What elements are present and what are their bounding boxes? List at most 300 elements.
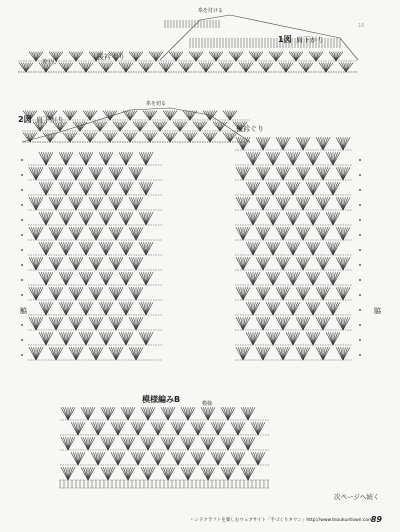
fan-stitch [41, 182, 46, 195]
fan-stitch [308, 272, 313, 285]
fan-stitch [71, 52, 76, 61]
fig1-back-neck-label: 後衿ぐり [97, 53, 125, 61]
fan-stitch [66, 272, 71, 285]
fan-stitch [61, 272, 66, 285]
fan-stitch [66, 182, 71, 195]
edge-marker [21, 204, 23, 206]
fan-stitch [41, 302, 46, 315]
fan-stitch [298, 197, 303, 210]
fan-stitch [243, 167, 248, 180]
fan-stitch [303, 257, 308, 270]
fan-stitch [116, 317, 121, 330]
fan-stitch [46, 332, 51, 345]
fan-stitch [111, 317, 116, 330]
fan-stitch [343, 137, 348, 150]
fan-stitch [175, 122, 180, 131]
fan-stitch [126, 272, 131, 285]
fan-stitch [271, 52, 276, 61]
fan-stitch [243, 227, 248, 240]
edge-marker [359, 234, 361, 236]
fan-stitch [145, 111, 150, 120]
fan-stitch [328, 152, 333, 165]
fan-stitch [268, 272, 273, 285]
fan-stitch [56, 227, 61, 240]
fan-stitch [313, 212, 318, 225]
fan-stitch [318, 257, 323, 270]
fan-stitch [338, 287, 343, 300]
fan-stitch [338, 197, 343, 210]
fan-stitch [238, 317, 243, 330]
fan-stitch [308, 182, 313, 195]
fan-stitch [243, 197, 248, 210]
fan-stitch [273, 272, 278, 285]
fan-stitch [136, 197, 141, 210]
fan-stitch [123, 407, 128, 420]
fan-stitch [208, 407, 213, 420]
fan-stitch [88, 407, 93, 420]
fan-stitch [56, 287, 61, 300]
fan-stitch [131, 52, 136, 61]
fan-stitch [278, 317, 283, 330]
fan-stitch [318, 317, 323, 330]
fan-stitch [283, 347, 288, 360]
fan-stitch [201, 63, 206, 72]
fan-stitch [253, 422, 258, 435]
fan-stitch [46, 212, 51, 225]
fan-stitch [41, 152, 46, 165]
fan-stitch [263, 257, 268, 270]
fan-stitch [323, 347, 328, 360]
fan-stitch [268, 302, 273, 315]
fan-stitch [106, 152, 111, 165]
fan-stitch [298, 167, 303, 180]
fan-stitch [331, 52, 336, 61]
fan-stitch [148, 437, 153, 450]
fan-stitch [268, 242, 273, 255]
fan-stitch [105, 133, 110, 142]
fan-stitch [36, 317, 41, 330]
fan-stitch [86, 332, 91, 345]
fan-stitch [248, 272, 253, 285]
fan-stitch [281, 63, 286, 72]
fan-stitch [278, 347, 283, 360]
fan-stitch [128, 407, 133, 420]
fan-stitch [143, 437, 148, 450]
fan-stitch [93, 422, 98, 435]
fan-stitch [96, 287, 101, 300]
fan-stitch [31, 197, 36, 210]
edge-marker [21, 294, 23, 296]
fan-stitch [73, 422, 78, 435]
fan-stitch [126, 242, 131, 255]
fan-stitch [31, 347, 36, 360]
fan-stitch [228, 407, 233, 420]
fan-stitch [51, 197, 56, 210]
fan-stitch [303, 197, 308, 210]
fan-stitch [73, 452, 78, 465]
fan-stitch [76, 257, 81, 270]
fan-stitch [298, 317, 303, 330]
fan-stitch [83, 437, 88, 450]
fan-stitch [163, 437, 168, 450]
fan-stitch [91, 317, 96, 330]
fan-stitch [76, 347, 81, 360]
fan-stitch [51, 317, 56, 330]
fan-stitch [188, 407, 193, 420]
fan-stitch [263, 287, 268, 300]
fan-stitch [313, 272, 318, 285]
fan-stitch [76, 167, 81, 180]
fan-stitch [248, 152, 253, 165]
fan-stitch [86, 182, 91, 195]
edge-marker [359, 354, 361, 356]
fan-stitch [258, 257, 263, 270]
fan-stitch [116, 287, 121, 300]
fan-stitch [298, 227, 303, 240]
fan-stitch [61, 63, 66, 72]
fan-stitch [338, 137, 343, 150]
fan-stitch [183, 437, 188, 450]
fan-stitch [225, 133, 230, 142]
fan-stitch [65, 133, 70, 142]
fan-stitch [273, 212, 278, 225]
fan-stitch [96, 317, 101, 330]
fan-stitch [248, 242, 253, 255]
fan-stitch [116, 257, 121, 270]
fan-stitch [218, 422, 223, 435]
fan-stitch [308, 242, 313, 255]
fan-stitch [258, 227, 263, 240]
fan-stitch [143, 467, 148, 480]
fan-stitch [161, 63, 166, 72]
fan-stitch [268, 212, 273, 225]
fan-stitch [308, 302, 313, 315]
fan-stitch [311, 52, 316, 61]
fan-stitch [141, 332, 146, 345]
fan-stitch [106, 302, 111, 315]
fan-stitch [193, 452, 198, 465]
fan-stitch [158, 422, 163, 435]
fan-stitch [303, 347, 308, 360]
fan-stitch [146, 332, 151, 345]
fan-stitch [243, 347, 248, 360]
fan-stitch [343, 287, 348, 300]
fan-stitch [243, 257, 248, 270]
fan-stitch [243, 437, 248, 450]
fan-stitch [61, 152, 66, 165]
fan-stitch [101, 242, 106, 255]
fan-stitch [106, 212, 111, 225]
fan-stitch [121, 63, 126, 72]
edge-marker [21, 279, 23, 281]
fan-stitch [238, 257, 243, 270]
fan-stitch [126, 152, 131, 165]
fan-stitch [338, 167, 343, 180]
fan-stitch [141, 212, 146, 225]
fan-stitch [263, 197, 268, 210]
fan-stitch [126, 332, 131, 345]
edge-marker [21, 339, 23, 341]
fan-stitch [121, 182, 126, 195]
edge-marker [21, 249, 23, 251]
page-number: 89 [370, 515, 382, 524]
fan-stitch [76, 197, 81, 210]
fan-stitch [263, 137, 268, 150]
fan-stitch [323, 227, 328, 240]
fan-stitch [258, 167, 263, 180]
fan-stitch [36, 167, 41, 180]
fan-stitch [81, 302, 86, 315]
fan-stitch [91, 287, 96, 300]
fan-stitch [253, 152, 258, 165]
fan-stitch [141, 302, 146, 315]
fan-stitch [338, 227, 343, 240]
fan-stitch [273, 182, 278, 195]
fan-stitch [321, 63, 326, 72]
fan-stitch [248, 212, 253, 225]
fan-stitch [293, 212, 298, 225]
fan-stitch [63, 467, 68, 480]
fan-stitch [298, 347, 303, 360]
fan-stitch [253, 242, 258, 255]
fan-stitch [71, 167, 76, 180]
fan-stitch [168, 407, 173, 420]
fan-stitch [328, 272, 333, 285]
fan-stitch [343, 167, 348, 180]
fan-stitch [323, 257, 328, 270]
fan-stitch [268, 332, 273, 345]
fan-stitch [56, 317, 61, 330]
fan-stitch [68, 437, 73, 450]
fan-stitch [46, 242, 51, 255]
fan-stitch [243, 287, 248, 300]
fan-stitch [115, 122, 120, 131]
fan-stitch [31, 227, 36, 240]
fan-stitch [46, 152, 51, 165]
fan-stitch [328, 332, 333, 345]
fan-stitch [205, 133, 210, 142]
fan-stitch [106, 242, 111, 255]
fan-stitch [86, 302, 91, 315]
fan-stitch [86, 212, 91, 225]
fan-stitch [278, 197, 283, 210]
fan-stitch [71, 257, 76, 270]
fan-stitch [198, 452, 203, 465]
fan-stitch [146, 152, 151, 165]
fan-stitch [228, 467, 233, 480]
fan-stitch [116, 167, 121, 180]
fan-stitch [66, 242, 71, 255]
fan-stitch [51, 227, 56, 240]
edge-marker [21, 234, 23, 236]
fan-stitch [66, 332, 71, 345]
fan-stitch [56, 347, 61, 360]
fan-stitch [36, 227, 41, 240]
fan-stitch [165, 111, 170, 120]
fan-stitch [343, 317, 348, 330]
fan-stitch [31, 317, 36, 330]
fan-stitch [248, 182, 253, 195]
fan-stitch [258, 137, 263, 150]
edge-marker [359, 339, 361, 341]
fan-stitch [51, 167, 56, 180]
edge-marker [359, 264, 361, 266]
fan-stitch [283, 287, 288, 300]
fan-stitch [278, 227, 283, 240]
fan-stitch [238, 347, 243, 360]
fan-stitch [148, 467, 153, 480]
fan-stitch [96, 167, 101, 180]
fan-stitch [303, 167, 308, 180]
fan-stitch [126, 212, 131, 225]
fan-stitch [56, 167, 61, 180]
fan-stitch [121, 212, 126, 225]
fan-stitch [278, 137, 283, 150]
fan-stitch [228, 437, 233, 450]
fig2-subtitle: 肩下がり [36, 116, 64, 124]
fan-stitch [118, 452, 123, 465]
fan-stitch [343, 197, 348, 210]
fan-stitch [46, 272, 51, 285]
fan-stitch [65, 111, 70, 120]
fan-stitch [208, 437, 213, 450]
fan-stitch [121, 152, 126, 165]
fan-stitch [76, 227, 81, 240]
edge-marker [359, 279, 361, 281]
fan-stitch [263, 227, 268, 240]
fan-stitch [51, 257, 56, 270]
fan-stitch [183, 407, 188, 420]
fan-stitch [45, 133, 50, 142]
fan-stitch [61, 212, 66, 225]
fan-stitch [173, 452, 178, 465]
fan-stitch [268, 182, 273, 195]
fan-stitch [253, 272, 258, 285]
fan-stitch [78, 422, 83, 435]
fan-stitch [121, 302, 126, 315]
fan-stitch [78, 452, 83, 465]
fan-stitch [261, 63, 266, 72]
fan-stitch [248, 407, 253, 420]
fan-stitch [283, 317, 288, 330]
fan-stitch [71, 227, 76, 240]
fan-stitch [81, 152, 86, 165]
fan-stitch [121, 242, 126, 255]
fan-stitch [101, 63, 106, 72]
fan-stitch [213, 452, 218, 465]
fan-stitch [96, 197, 101, 210]
fan-stitch [96, 347, 101, 360]
fan-stitch [128, 437, 133, 450]
fan-stitch [111, 257, 116, 270]
corner-mark: 16 [358, 23, 365, 29]
fan-stitch [81, 182, 86, 195]
fan-stitch [258, 422, 263, 435]
fan-stitch [173, 422, 178, 435]
fan-stitch [98, 452, 103, 465]
fan-stitch [288, 182, 293, 195]
fan-stitch [333, 152, 338, 165]
fan-stitch [88, 437, 93, 450]
fan-stitch [258, 347, 263, 360]
fan-stitch [61, 182, 66, 195]
fig1-outline [160, 15, 358, 60]
fig1-center-label: 後中心 [42, 59, 58, 65]
fan-stitch [338, 317, 343, 330]
fan-stitch [328, 242, 333, 255]
fan-stitch [318, 227, 323, 240]
fan-stitch [303, 317, 308, 330]
fan-stitch [278, 287, 283, 300]
fan-stitch [113, 452, 118, 465]
fan-stitch [51, 287, 56, 300]
fan-stitch [103, 407, 108, 420]
fan-stitch [91, 197, 96, 210]
fan-stitch [103, 467, 108, 480]
fan-stitch [313, 332, 318, 345]
fan-stitch [318, 287, 323, 300]
fan-stitch [141, 63, 146, 72]
fan-stitch [248, 437, 253, 450]
fan-stitch [223, 467, 228, 480]
fan-stitch [288, 272, 293, 285]
fan-stitch [31, 167, 36, 180]
fan-stitch [258, 452, 263, 465]
fan-stitch [91, 227, 96, 240]
fan-stitch [103, 437, 108, 450]
fan-stitch [86, 272, 91, 285]
fan-stitch [46, 302, 51, 315]
fan-stitch [131, 197, 136, 210]
fan-stitch [138, 452, 143, 465]
fan-stitch [111, 227, 116, 240]
fan-stitch [131, 287, 136, 300]
fan-stitch [263, 347, 268, 360]
fan-stitch [41, 272, 46, 285]
fan-stitch [298, 257, 303, 270]
fan-stitch [178, 422, 183, 435]
fan-stitch [218, 452, 223, 465]
edge-marker [359, 174, 361, 176]
fan-stitch [131, 317, 136, 330]
fan-stitch [203, 467, 208, 480]
edge-marker [359, 249, 361, 251]
fan-stitch [51, 347, 56, 360]
fan-stitch [308, 332, 313, 345]
fan-stitch [323, 287, 328, 300]
edge-marker [359, 204, 361, 206]
side-left-label: 脇 [20, 307, 27, 315]
fan-stitch [263, 167, 268, 180]
fan-stitch [318, 347, 323, 360]
fan-stitch [273, 242, 278, 255]
fan-stitch [21, 63, 26, 72]
fan-stitch [146, 182, 151, 195]
fan-stitch [81, 63, 86, 72]
fan-stitch [318, 197, 323, 210]
fan-stitch [63, 437, 68, 450]
fan-stitch [238, 422, 243, 435]
fan-stitch [106, 272, 111, 285]
fan-stitch [278, 167, 283, 180]
fan-stitch [111, 167, 116, 180]
fan-stitch [248, 302, 253, 315]
fan-stitch [56, 257, 61, 270]
fan-stitch [68, 407, 73, 420]
fan-stitch [153, 422, 158, 435]
fan-stitch [308, 152, 313, 165]
footer-text: ハンドクラフトを楽しむウェブサイト「手づくりタウン」http://www.tezukuritown.com [190, 518, 373, 523]
